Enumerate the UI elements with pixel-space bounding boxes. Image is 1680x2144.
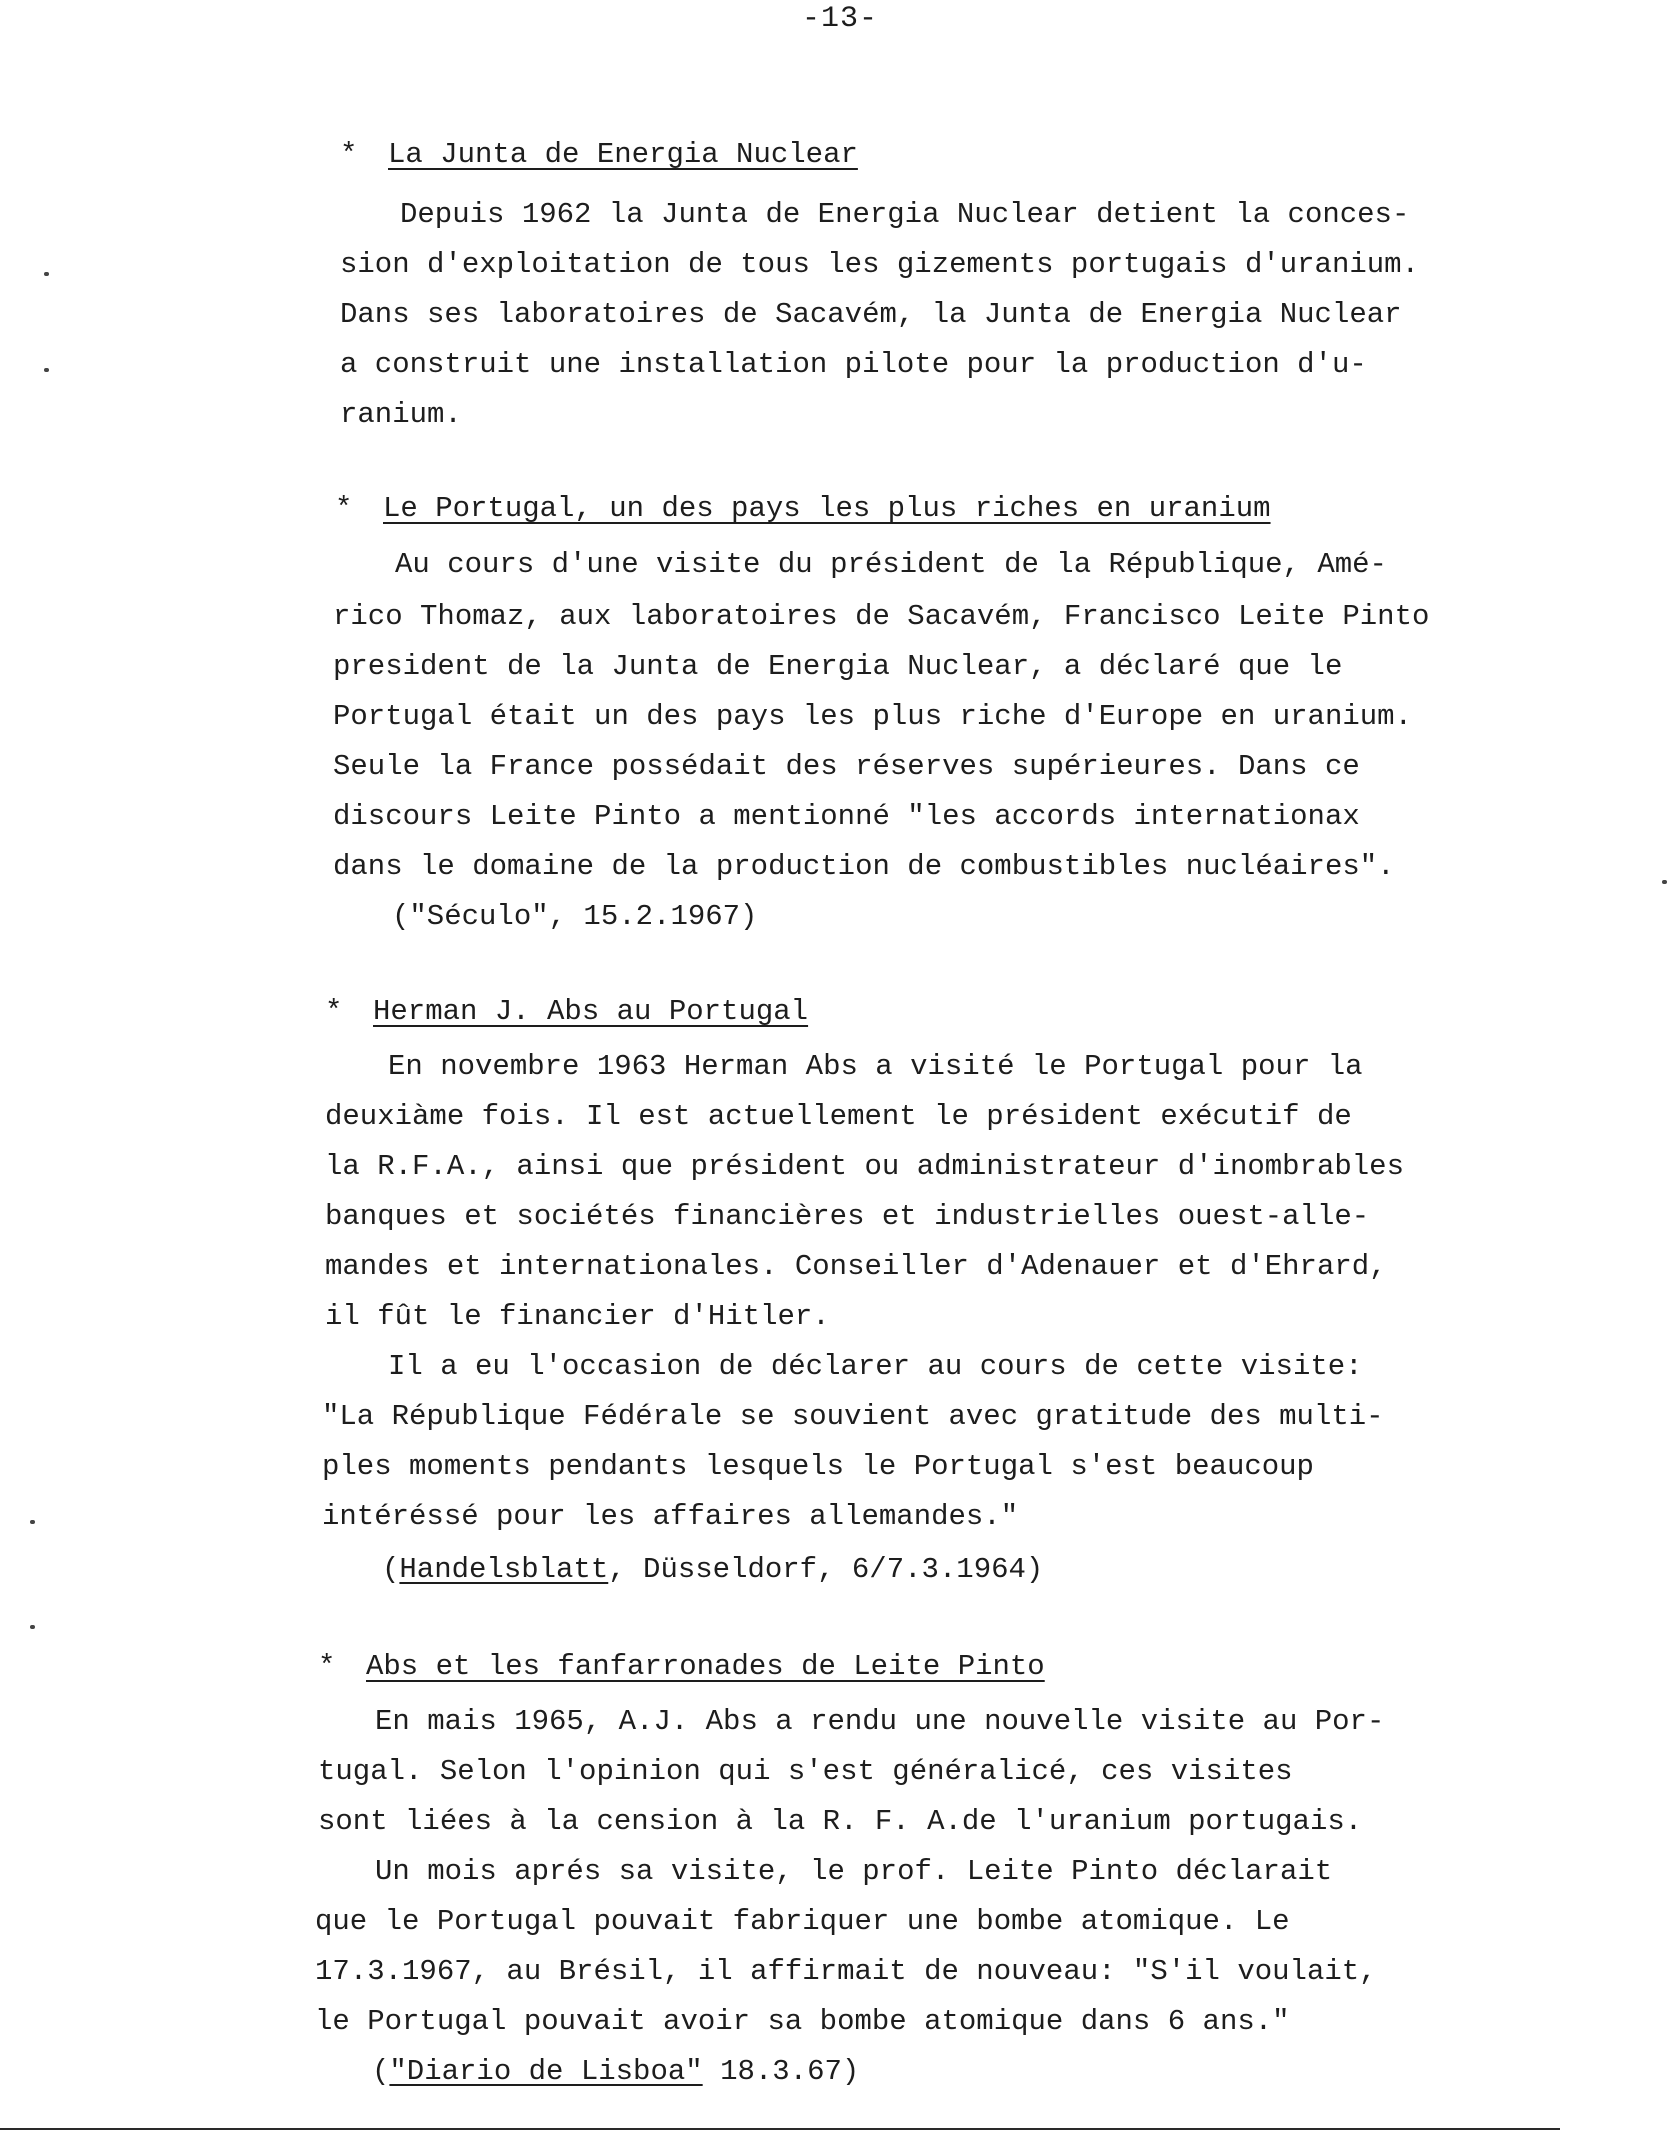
body-line: Dans ses laboratoires de Sacavém, la Junta de Energia Nuclear [340,298,1402,331]
citation-publication: Handelsblatt [399,1553,609,1586]
page-bottom-rule [0,2128,1560,2130]
bullet-asterisk: * [318,1650,336,1683]
scan-speck [30,1520,35,1524]
body-line: Au cours d'une visite du président de la République, Amé- [395,548,1387,581]
body-line: En mais 1965, A.J. Abs a rendu une nouvelle visite au Por- [375,1705,1385,1738]
body-line: Un mois aprés sa visite, le prof. Leite Pinto déclarait [375,1855,1333,1888]
body-line: ples moments pendants lesquels le Portugal s'est beaucoup [322,1450,1314,1483]
body-line: discours Leite Pinto a mentionné "les accords internationax [333,800,1360,833]
body-line: que le Portugal pouvait fabriquer une bombe atomique. Le [315,1905,1290,1938]
citation-open-paren: ( [372,2055,390,2088]
body-line: sion d'exploitation de tous les gizements portugais d'uranium. [340,248,1419,281]
scan-speck [44,368,49,372]
section-title: Le Portugal, un des pays les plus riches en uranium [383,492,1271,525]
body-line: "La République Fédérale se souvient avec gratitude des multi- [322,1400,1384,1433]
body-line: 17.3.1967, au Brésil, il affirmait de nouveau: "S'il voulait, [315,1955,1377,1988]
scan-speck [1662,880,1667,884]
citation-details: 18.3.67) [702,2055,860,2088]
body-line: Seule la France possédait des réserves supérieures. Dans ce [333,750,1360,783]
citation-open-paren: ( [382,1553,400,1586]
body-line: Depuis 1962 la Junta de Energia Nuclear detient la conces- [400,198,1410,231]
citation-publication: "Diario de Lisboa" [389,2055,703,2088]
body-line: le Portugal pouvait avoir sa bombe atomique dans 6 ans." [315,2005,1290,2038]
body-line: rico Thomaz, aux laboratoires de Sacavém, Francisco Leite Pinto [333,600,1430,633]
body-line: En novembre 1963 Herman Abs a visité le Portugal pour la [388,1050,1363,1083]
body-line: ranium. [340,398,462,431]
citation-details: , Düsseldorf, 6/7.3.1964) [608,1553,1044,1586]
section-title: Abs et les fanfarronades de Leite Pinto [366,1650,1045,1683]
body-line: il fût le financier d'Hitler. [325,1300,830,1333]
body-line: banques et sociétés financières et industrielles ouest-alle- [325,1200,1370,1233]
scan-speck [44,272,49,276]
source-citation [382,1553,1043,1587]
section-heading [325,995,808,1028]
body-line: a construit une installation pilote pour la production d'u- [340,348,1367,381]
source-citation [372,2055,859,2089]
body-line: Il a eu l'occasion de déclarer au cours de cette visite: [388,1350,1363,1383]
bullet-asterisk: * [335,492,353,525]
section-heading [340,138,858,171]
bullet-asterisk: * [340,138,358,171]
body-line: president de la Junta de Energia Nuclear, a déclaré que le [333,650,1343,683]
source-citation: ("Século", 15.2.1967) [392,900,758,933]
bullet-asterisk: * [325,995,343,1028]
body-line: intéréssé pour les affaires allemandes." [322,1500,1019,1533]
body-line: dans le domaine de la production de combustibles nucléaires". [333,850,1395,883]
section-heading [335,492,1271,525]
scan-speck [30,1625,35,1629]
section-title: Herman J. Abs au Portugal [373,995,809,1028]
body-line: la R.F.A., ainsi que président ou administrateur d'inombrables [325,1150,1404,1183]
body-line: tugal. Selon l'opinion qui s'est généralicé, ces visites [318,1755,1293,1788]
body-line: deuxiàme fois. Il est actuellement le président exécutif de [325,1100,1352,1133]
body-line: sont liées à la cension à la R. F. A.de l'uranium portugais. [318,1805,1363,1838]
body-line: Portugal était un des pays les plus riche d'Europe en uranium. [333,700,1412,733]
body-line: mandes et internationales. Conseiller d'Adenauer et d'Ehrard, [325,1250,1387,1283]
section-heading [318,1650,1045,1683]
page-number: -13- [801,2,878,36]
section-title: La Junta de Energia Nuclear [388,138,858,171]
